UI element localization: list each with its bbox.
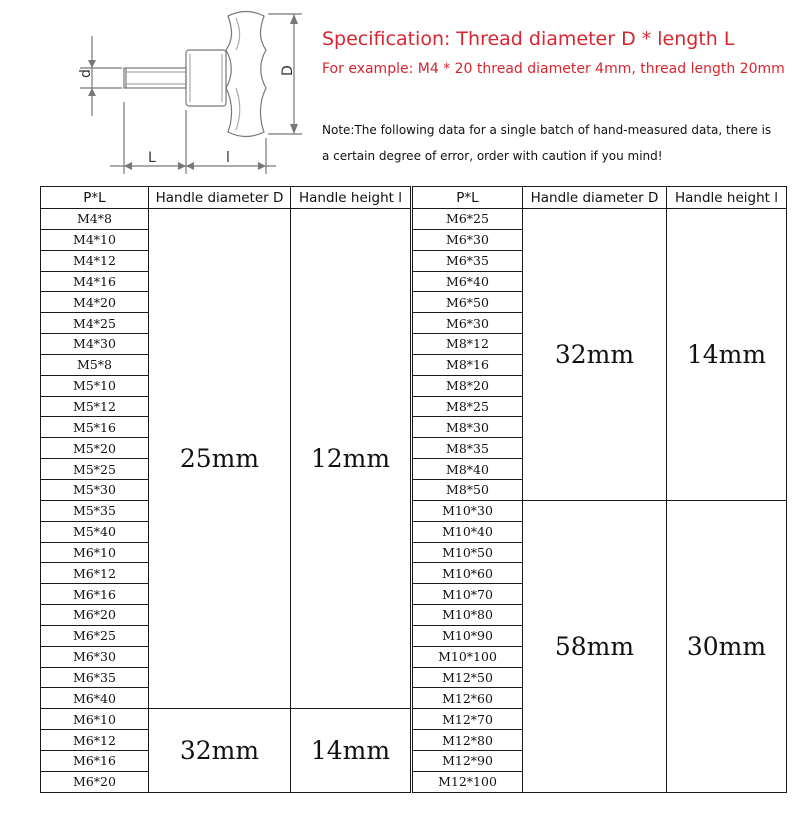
size-cell: M5*30 — [41, 479, 149, 500]
header-handle-diameter: Handle diameter D — [149, 187, 291, 209]
size-cell: M8*25 — [413, 396, 523, 417]
size-cell: M6*40 — [41, 688, 149, 709]
size-cell: M12*100 — [413, 771, 523, 792]
size-cell: M10*30 — [413, 500, 523, 521]
size-cell: M8*40 — [413, 459, 523, 480]
size-cell: M12*80 — [413, 730, 523, 751]
size-cell: M6*12 — [41, 563, 149, 584]
label-d: d — [78, 69, 94, 78]
handle-height-cell: 14mm — [291, 709, 411, 792]
size-cell: M6*25 — [41, 625, 149, 646]
thread-shaft — [124, 68, 186, 88]
label-L: L — [148, 150, 156, 166]
size-cell: M12*50 — [413, 667, 523, 688]
table-row — [41, 709, 411, 730]
size-cell: M5*12 — [41, 396, 149, 417]
spec-table-left-body — [41, 209, 411, 793]
size-cell: M10*100 — [413, 646, 523, 667]
size-cell: M12*60 — [413, 688, 523, 709]
size-cell: M8*16 — [413, 354, 523, 375]
header-handle-height: Handle height l — [667, 187, 787, 209]
size-cell: M5*10 — [41, 375, 149, 396]
size-cell: M6*40 — [413, 271, 523, 292]
size-cell: M6*30 — [413, 229, 523, 250]
size-cell: M6*35 — [413, 250, 523, 271]
size-cell: M4*16 — [41, 271, 149, 292]
size-cell: M6*10 — [41, 542, 149, 563]
table-row — [413, 209, 787, 230]
handle-height-cell: 12mm — [291, 209, 411, 709]
header-pl: P*L — [413, 187, 523, 209]
label-l: l — [226, 150, 230, 166]
size-cell: M6*12 — [41, 730, 149, 751]
size-cell: M6*30 — [41, 646, 149, 667]
size-cell: M12*90 — [413, 750, 523, 771]
size-cell: M10*50 — [413, 542, 523, 563]
size-cell: M4*8 — [41, 209, 149, 230]
size-cell: M10*90 — [413, 625, 523, 646]
size-cell: M5*40 — [41, 521, 149, 542]
note-line-1: Note:The following data for a single batch of hand-measured data, there is — [322, 123, 772, 137]
handle-height-cell: 14mm — [667, 209, 787, 501]
handle-height-cell: 30mm — [667, 500, 787, 792]
handle-diameter-cell: 58mm — [523, 500, 667, 792]
size-cell: M5*35 — [41, 500, 149, 521]
note-text — [322, 117, 771, 169]
size-cell: M4*25 — [41, 313, 149, 334]
size-cell: M10*70 — [413, 584, 523, 605]
size-cell: M6*16 — [41, 584, 149, 605]
knob-screw-diagram — [40, 6, 310, 186]
label-D: D — [280, 65, 296, 76]
size-cell: M6*30 — [413, 313, 523, 334]
header-handle-diameter: Handle diameter D — [523, 187, 667, 209]
size-cell: M8*12 — [413, 334, 523, 355]
size-cell: M4*12 — [41, 250, 149, 271]
spec-title: Specification: Thread diameter D * length L — [322, 28, 735, 50]
size-cell: M8*30 — [413, 417, 523, 438]
size-cell: M6*20 — [41, 771, 149, 792]
knob-collar — [186, 50, 226, 106]
size-cell: M10*60 — [413, 563, 523, 584]
size-cell: M6*25 — [413, 209, 523, 230]
size-cell: M8*35 — [413, 438, 523, 459]
size-cell: M6*20 — [41, 605, 149, 626]
size-cell: M8*20 — [413, 375, 523, 396]
handle-diameter-cell: 25mm — [149, 209, 291, 709]
size-cell: M4*10 — [41, 229, 149, 250]
size-cell: M5*8 — [41, 354, 149, 375]
size-cell: M12*70 — [413, 709, 523, 730]
header-pl: P*L — [41, 187, 149, 209]
size-cell: M8*50 — [413, 479, 523, 500]
size-cell: M6*16 — [41, 750, 149, 771]
size-cell: M6*50 — [413, 292, 523, 313]
header-handle-height: Handle height l — [291, 187, 411, 209]
size-cell: M10*80 — [413, 605, 523, 626]
spec-table-left — [40, 186, 411, 793]
size-cell: M4*30 — [41, 334, 149, 355]
handle-diameter-cell: 32mm — [149, 709, 291, 792]
size-cell: M4*20 — [41, 292, 149, 313]
spec-example: For example: M4 * 20 thread diameter 4mm, thread length 20mm — [322, 61, 785, 77]
spec-table-right — [412, 186, 787, 793]
handle-diameter-cell: 32mm — [523, 209, 667, 501]
size-cell: M5*25 — [41, 459, 149, 480]
knob-head — [226, 12, 266, 137]
size-cell: M10*40 — [413, 521, 523, 542]
spec-table-right-body — [413, 209, 787, 793]
size-cell: M6*10 — [41, 709, 149, 730]
table-row — [413, 500, 787, 521]
size-cell: M5*20 — [41, 438, 149, 459]
note-line-2: a certain degree of error, order with caution if you mind! — [322, 149, 663, 163]
size-cell: M5*16 — [41, 417, 149, 438]
table-row — [41, 209, 411, 230]
size-cell: M6*35 — [41, 667, 149, 688]
